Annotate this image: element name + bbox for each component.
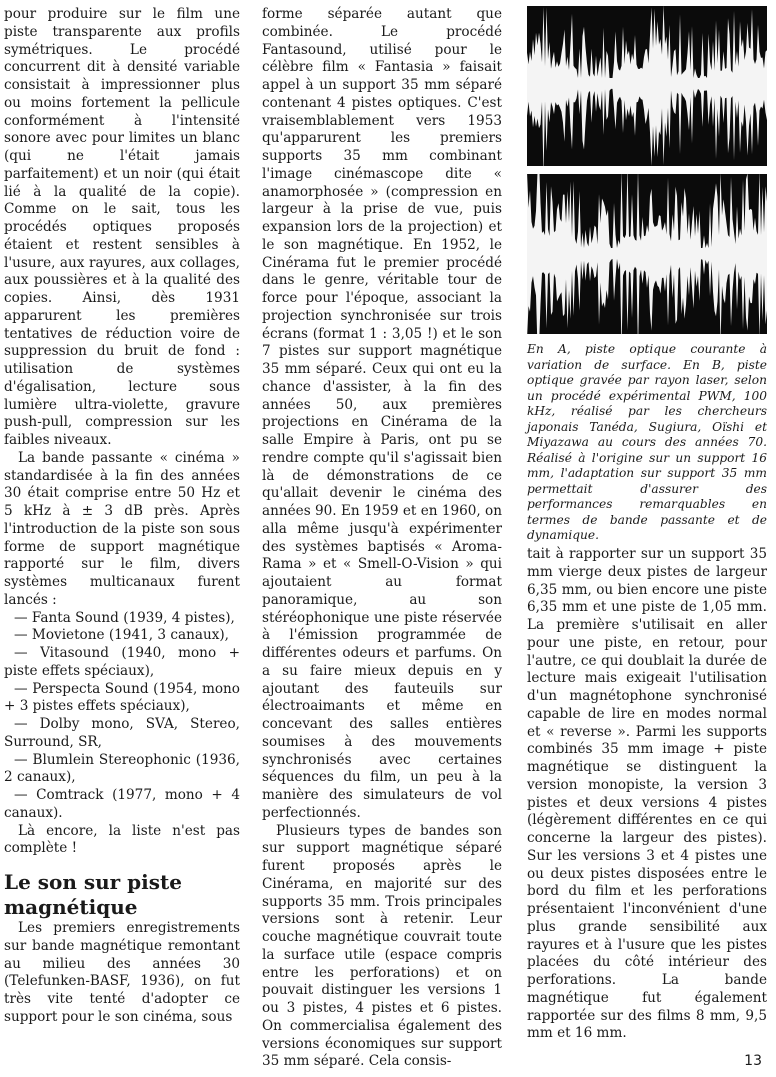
paragraph: forme séparée autant que combinée. Le procédé Fantasound, utilisé pour le célèbre film « Fantasia » faisait appel à un support 35 mm séparé contenant 4 pistes optiques. C'est vraisemblablement vers 1953 qu'apparurent les premiers supports 35 mm combinant l'image cinémascope dite « anamorphosée » (compression en largeur à la prise de vue, puis expansion lors de la projection) et le son magnétique. En 1952, le Cinérama fut le premier procédé dans le genre, véritable tour de force pour l'époque, associant la projection synchronisée sur trois écrans (format 1 : 3,05 !) et le son 7 pistes sur support magnétique 35 mm séparé. Ceux qui ont eu la chance d'assister, à la fin des années 50, aux premières projections en Cinérama de la salle Empire à Paris, ont pu se rendre compte qu'il s'agissait bien là de démonstrations de ce qu'allait devenir le cinéma des années 90. En 1959 et en 1960, on alla même jusqu'à expérimenter des systèmes baptisés « Aroma-Rama » et « Smell-O-Vision » qui ajoutaient au format panoramique, au son stéréophonique une piste réservée à l'émission programmée de différentes odeurs et parfums. On a su faire mieux depuis en y ajoutant des fauteuils sur électroaimants et même en concevant des salles entières soumises à des mouvements synchronisés avec certaines séquences du film, un peu à la manière des simulateurs de vol perfectionnés. [262,6,502,821]
paragraph: pour produire sur le film une piste transparente aux profils symétriques. Le procédé concurrent dit à densité variable consistait à impressionner plus ou moins fortement la pellicule conformément à l'intensité sonore avec pour limites un blanc (qui ne l'était jamais parfaitement) et un noir (qui était lié à la qualité de la copie). Comme on le sait, tous les procédés optiques proposés étaient et restent sensibles à l'usure, aux rayures, aux collages, aux poussières et à la qualité des copies. Ainsi, dès 1931 apparurent les premières tentatives de réduction voire de suppression du bruit de fond : utilisation de systèmes d'égalisation, lecture sous lumière ultra-violette, gravure push-pull, compression sur les faibles niveaux. [4,6,240,448]
list-item: — Comtrack (1977, mono + 4 canaux). [4,787,240,821]
section-heading: Le son sur piste magnétique [4,870,182,919]
paragraph: Les premiers enregistrements sur bande magnétique remontant au milieu des années 30 (Telefunken-BASF, 1936), on fut très vite tenté d'adopter ce support pour le son cinéma, sous [4,920,240,1025]
waveform-image-b [527,174,767,334]
list-item: — Perspecta Sound (1954, mono + 3 pistes effets spéciaux), [4,680,240,715]
paragraph: Plusieurs types de bandes son sur support magnétique séparé furent proposés après le Cinérama, en majorité sur des supports 35 mm. Trois principales versions sont à retenir. Leur couche magnétique couvrait toute la surface utile (espace compris entre les perforations) et on pouvait distinguer les versions 1 ou 3 pistes, 4 pistes et 6 pistes. On commercialisa également des versions économiques sur support 35 mm séparé. Cela consis- [262,822,502,1070]
waveform-trace [527,6,767,166]
text-column-3 [527,546,767,1043]
text-column-1 [4,6,240,1027]
list-item: — Dolby mono, SVA, Stereo, Surround, SR, [4,716,240,750]
paragraph: Là encore, la liste n'est pas complète ! [4,822,240,857]
waveform-image-a [527,6,767,166]
paragraph: tait à rapporter sur un support 35 mm vierge deux pistes de largeur 6,35 mm, ou bien encore une piste 6,35 mm et une piste de 1,05 mm. La première s'utilisait en aller pour une piste, en retour, pour l'autre, ce qui doublait la durée de lecture mais exigeait l'utilisation d'un magnétophone synchronisé capable de lire en modes normal et « reverse ». Parmi les supports combinés 35 mm image + piste magnétique se distinguent la version monopiste, la version 3 pistes et deux versions 4 pistes (légèrement différentes en ce qui concerne la largeur des pistes). Sur les versions 3 et 4 pistes une ou deux pistes disposées entre le bord du film et les perforations présentaient l'inconvénient d'une plus grande sensibilité aux rayures et à l'usure que les pistes placées du côté intérieur des perforations. La bande magnétique fut également rapportée sur des films 8 mm, 9,5 mm et 16 mm. [527,546,767,1042]
list-item: — Blumlein Stereophonic (1936, 2 canaux), [4,751,240,786]
list-item: — Movietone (1941, 3 canaux), [14,627,229,644]
figure [527,6,767,544]
figure-caption: En A, piste optique courante à variation de surface. En B, piste optique gravée par rayon laser, selon un procédé expérimental PWM, 100 kHz, réalisé par les chercheurs japonais Tanéda, Sugiura, Oïshi et Miyazawa au cours des années 70. Réalisé à l'origine sur un support 16 mm, l'adaptation sur support 35 mm permettait d'assurer des performances remarquables en termes de bande passante et de dynamique. [527,342,767,542]
list-item: — Vitasound (1940, mono + piste effets spéciaux), [4,645,240,679]
paragraph: La bande passante « cinéma » standardisée à la fin des années 30 était comprise entre 50 Hz et 5 kHz à ± 3 dB près. Après l'introduction de la piste son sous forme de support magnétique rapporté sur le film, divers systèmes multicanaux furent lancés : [4,449,240,608]
text-column-2 [262,6,502,1071]
list-item: — Fanta Sound (1939, 4 pistes), [14,609,235,626]
page-number: 13 [744,1053,762,1069]
waveform-trace [527,174,767,334]
